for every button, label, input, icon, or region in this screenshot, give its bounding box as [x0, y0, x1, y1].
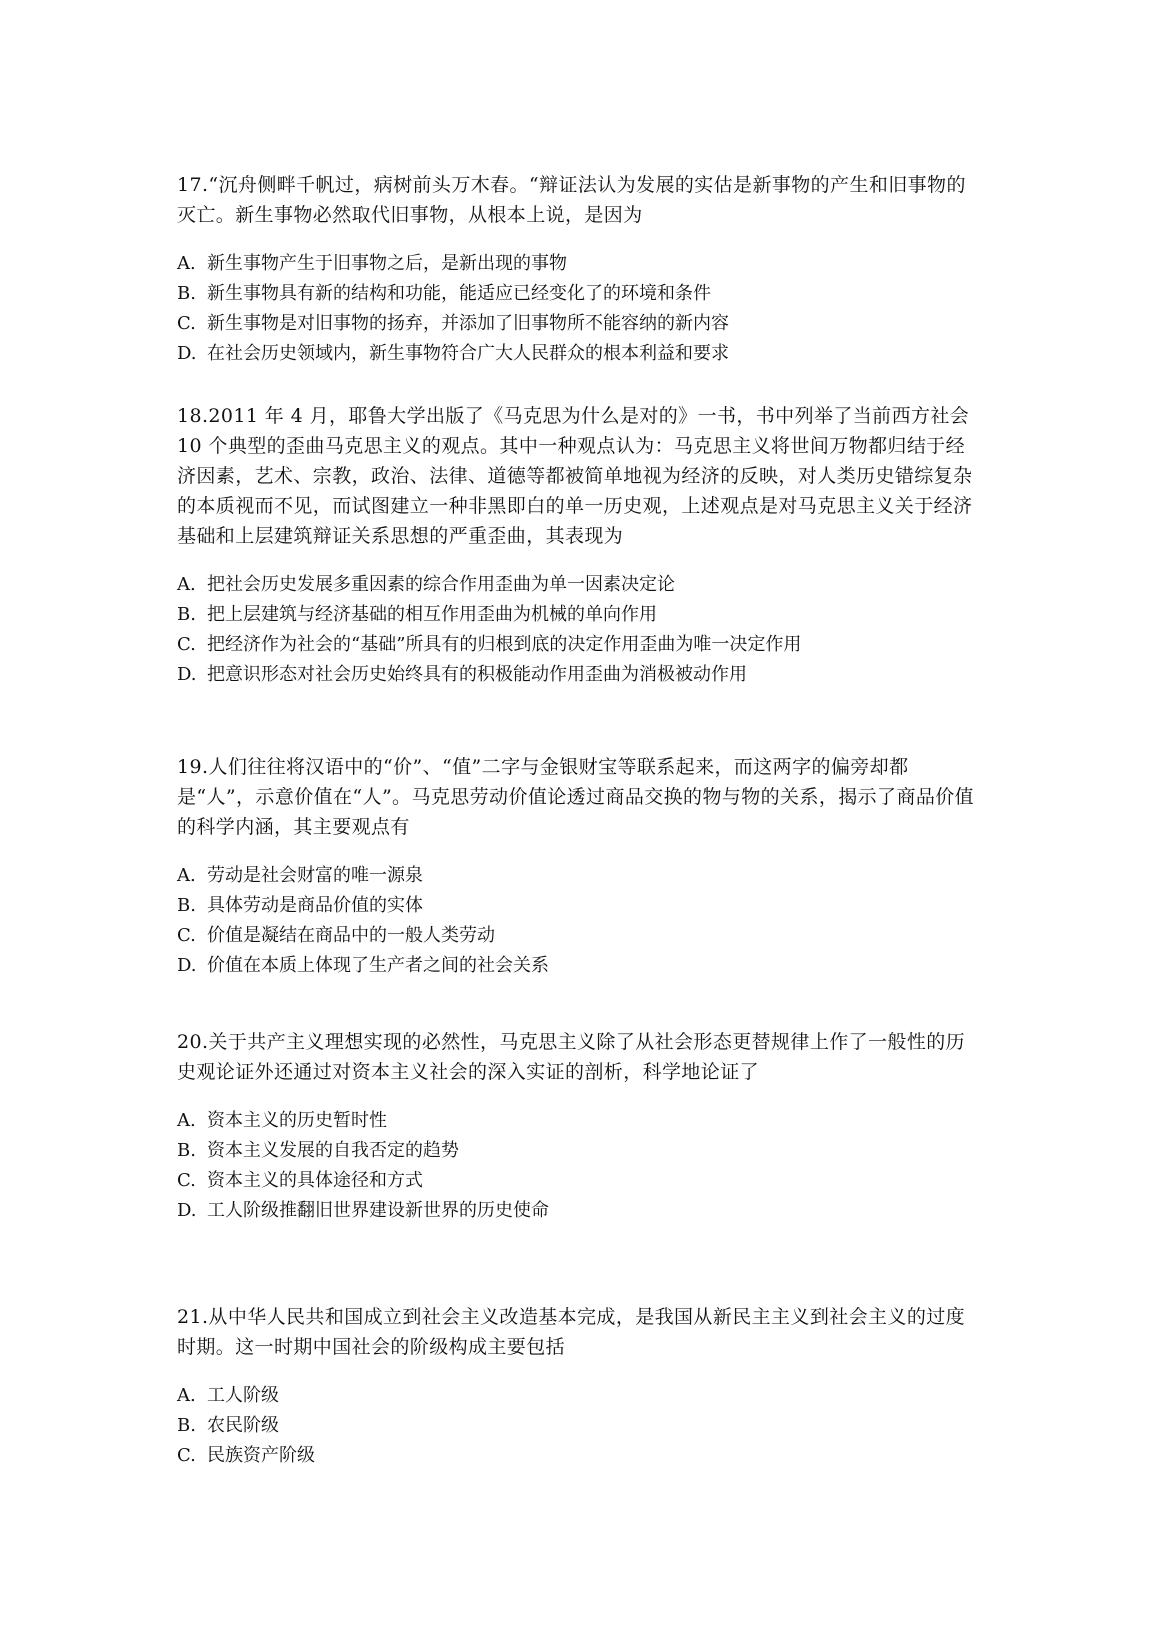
option-list	[177, 249, 977, 369]
option-b	[177, 1136, 977, 1166]
option-a	[177, 1381, 977, 1411]
question-20	[177, 1027, 977, 1226]
option-letter: D.	[177, 1200, 197, 1221]
option-letter: C.	[177, 313, 196, 334]
option-d	[177, 660, 977, 690]
option-c	[177, 309, 977, 339]
option-letter: D.	[177, 343, 197, 364]
option-list	[177, 861, 977, 981]
option-text: 新生事物具有新的结构和功能，能适应已经变化了的环境和条件	[207, 283, 711, 304]
option-text: 新生事物产生于旧事物之后，是新出现的事物	[207, 253, 567, 274]
question-stem: 20.关于共产主义理想实现的必然性，马克思主义除了从社会形态更替规律上作了一般性的历史观论证外还通过对资本主义社会的深入实证的剖析，科学地论证了	[177, 1031, 966, 1083]
option-b	[177, 891, 977, 921]
option-d	[177, 339, 977, 369]
option-letter: C.	[177, 1445, 196, 1466]
option-d	[177, 1196, 977, 1226]
question-stem: 17.“沉舟侧畔千帆过，病树前头万木春。“辩证法认为发展的实估是新事物的产生和旧事物的灭亡。新生事物必然取代旧事物，从根本上说，是因为	[177, 174, 966, 226]
question-19	[177, 752, 977, 981]
option-letter: C.	[177, 634, 196, 655]
question-stem: 19.人们往往将汉语中的“价”、“值”二字与金银财宝等联系起来，而这两字的偏旁却都是“人”，示意价值在“人”。马克思劳动价值论透过商品交换的物与物的关系，揭示了商品价值的科学内涵，其主要观点有	[177, 756, 975, 838]
question-stem: 18.2011 年 4 月，耶鲁大学出版了《马克思为什么是对的》一书，书中列举了当前西方社会 10 个典型的歪曲马克思主义的观点。其中一种观点认为：马克思主义将世间万物都归结于经济因素，艺术、宗教，政治、法律、道德等都被简单地视为经济的反映，对人类历史错综复杂的本质视而不见，而试图建立一种非黑即白的单一历史观，上述观点是对马克思主义关于经济基础和上层建筑辩证关系思想的严重歪曲，其表现为	[177, 405, 973, 547]
option-list	[177, 1106, 977, 1226]
option-b	[177, 600, 977, 630]
option-letter: B.	[177, 1140, 196, 1161]
option-letter: D.	[177, 664, 197, 685]
option-list	[177, 1381, 977, 1471]
option-d	[177, 951, 977, 981]
option-text: 工人阶级	[207, 1385, 279, 1406]
option-a	[177, 1106, 977, 1136]
option-c	[177, 1166, 977, 1196]
question-21	[177, 1302, 977, 1471]
option-text: 把意识形态对社会历史始终具有的积极能动作用歪曲为消极被动作用	[207, 664, 747, 685]
option-text: 价值在本质上体现了生产者之间的社会关系	[207, 955, 549, 976]
question-18	[177, 401, 977, 690]
option-text: 劳动是社会财富的唯一源泉	[207, 865, 423, 886]
option-text: 资本主义的历史暂时性	[207, 1110, 387, 1131]
option-letter: C.	[177, 1170, 196, 1191]
option-text: 资本主义的具体途径和方式	[207, 1170, 423, 1191]
option-a	[177, 861, 977, 891]
option-a	[177, 570, 977, 600]
option-text: 把上层建筑与经济基础的相互作用歪曲为机械的单向作用	[207, 604, 657, 625]
option-text: 工人阶级推翻旧世界建设新世界的历史使命	[207, 1200, 549, 1221]
option-letter: A.	[177, 1385, 196, 1406]
option-letter: A.	[177, 253, 196, 274]
option-letter: A.	[177, 574, 196, 595]
option-letter: B.	[177, 283, 196, 304]
option-text: 把经济作为社会的“基础”所具有的归根到底的决定作用歪曲为唯一决定作用	[207, 634, 802, 655]
option-letter: A.	[177, 865, 196, 886]
option-a	[177, 249, 977, 279]
option-text: 价值是凝结在商品中的一般人类劳动	[207, 925, 495, 946]
option-text: 把社会历史发展多重因素的综合作用歪曲为单一因素决定论	[207, 574, 675, 595]
option-letter: B.	[177, 1415, 196, 1436]
option-letter: D.	[177, 955, 197, 976]
option-letter: A.	[177, 1110, 196, 1131]
option-c	[177, 1441, 977, 1471]
option-text: 具体劳动是商品价值的实体	[207, 895, 423, 916]
option-c	[177, 921, 977, 951]
option-b	[177, 1411, 977, 1441]
option-text: 新生事物是对旧事物的扬弃，并添加了旧事物所不能容纳的新内容	[207, 313, 729, 334]
option-letter: B.	[177, 895, 196, 916]
question-stem: 21.从中华人民共和国成立到社会主义改造基本完成，是我国从新民主主义到社会主义的过度时期。这一时期中国社会的阶级构成主要包括	[177, 1306, 966, 1358]
option-list	[177, 570, 977, 690]
question-17	[177, 170, 977, 369]
option-text: 在社会历史领域内，新生事物符合广大人民群众的根本利益和要求	[207, 343, 729, 364]
option-text: 资本主义发展的自我否定的趋势	[207, 1140, 459, 1161]
option-text: 民族资产阶级	[207, 1445, 315, 1466]
option-b	[177, 279, 977, 309]
option-letter: B.	[177, 604, 196, 625]
option-c	[177, 630, 977, 660]
option-letter: C.	[177, 925, 196, 946]
option-text: 农民阶级	[207, 1415, 279, 1436]
